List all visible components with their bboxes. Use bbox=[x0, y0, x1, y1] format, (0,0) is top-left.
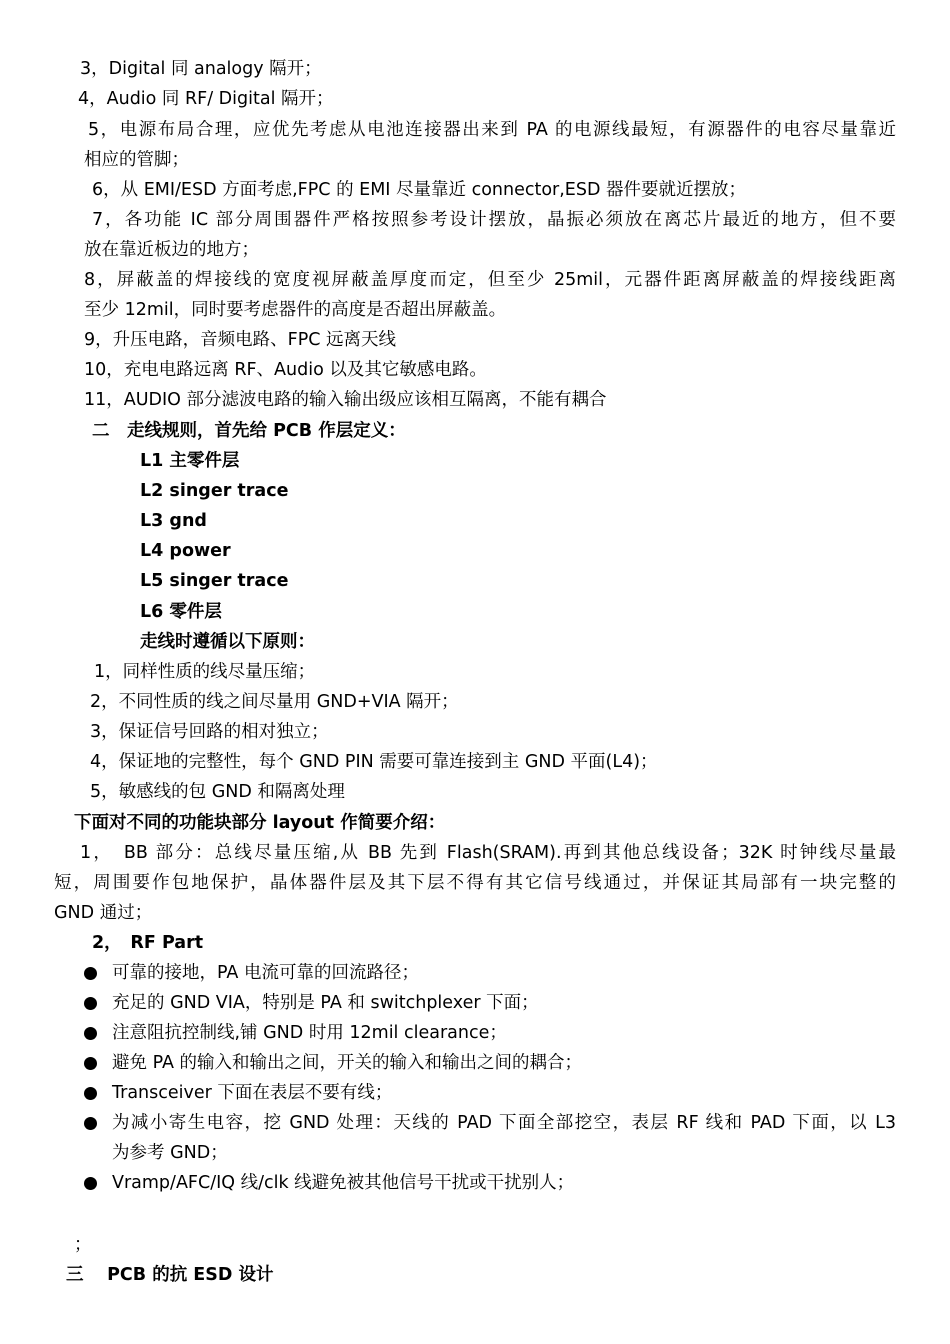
rule-item: 3，保证信号回路的相对独立； bbox=[90, 722, 329, 742]
list-item: 注意阻抗控制线,铺 GND 时用 12mil clearance； bbox=[112, 1023, 507, 1043]
text-line: 放在靠近板边的地方； bbox=[84, 240, 259, 260]
list-item: 可靠的接地，PA 电流可靠的回流路径； bbox=[112, 963, 419, 983]
list-item: 为减小寄生电容，挖 GND 处理：天线的 PAD 下面全部挖空，表层 RF 线和 PAD 下面，以 L3 bbox=[112, 1113, 896, 1133]
text-line: 1， BB 部分：总线尽量压缩,从 BB 先到 Flash(SRAM).再到其他总线设备；32K 时钟线尽量最 bbox=[80, 843, 896, 863]
rule-item: 1，同样性质的线尽量压缩； bbox=[94, 662, 316, 682]
bullet-icon bbox=[84, 1177, 97, 1190]
bullet-icon bbox=[84, 1027, 97, 1040]
section-heading: 三 PCB 的抗 ESD 设计 bbox=[66, 1265, 274, 1285]
list-item-continuation: 为参考 GND； bbox=[112, 1143, 228, 1163]
section-heading: 二 走线规则，首先给 PCB 作层定义： bbox=[92, 421, 406, 441]
text-line: 10，充电电路远离 RF、Audio 以及其它敏感电路。 bbox=[84, 360, 487, 380]
bullet-icon bbox=[84, 1057, 97, 1070]
subheading: 下面对不同的功能块部分 layout 作简要介绍： bbox=[74, 813, 446, 833]
rule-item: 2，不同性质的线之间尽量用 GND+VIA 隔开； bbox=[90, 692, 459, 712]
text-line: 11，AUDIO 部分滤波电路的输入输出级应该相互隔离，不能有耦合 bbox=[84, 390, 607, 410]
layer-definition: L3 gnd bbox=[140, 511, 207, 531]
text-line: ； bbox=[74, 1235, 92, 1255]
bullet-icon bbox=[84, 967, 97, 980]
text-line: 9，升压电路，音频电路、FPC 远离天线 bbox=[84, 330, 397, 350]
text-line: 相应的管脚； bbox=[84, 150, 189, 170]
text-line: GND 通过； bbox=[54, 903, 153, 923]
list-item: Vramp/AFC/IQ 线/clk 线避免被其他信号干扰或干扰别人； bbox=[112, 1173, 575, 1193]
text-line: 7，各功能 IC 部分周围器件严格按照参考设计摆放，晶振必须放在离芯片最近的地方，但不要 bbox=[92, 210, 896, 230]
text-line: 至少 12mil，同时要考虑器件的高度是否超出屏蔽盖。 bbox=[84, 300, 507, 320]
layer-definition: L5 singer trace bbox=[140, 571, 289, 591]
list-item: 充足的 GND VIA，特别是 PA 和 switchplexer 下面； bbox=[112, 993, 539, 1013]
text-line: 3，Digital 同 analogy 隔开； bbox=[80, 59, 322, 79]
bullet-icon bbox=[84, 1117, 97, 1130]
layer-definition: L1 主零件层 bbox=[140, 451, 240, 471]
list-item: Transceiver 下面在表层不要有线； bbox=[112, 1083, 393, 1103]
layer-definition: L4 power bbox=[140, 541, 231, 561]
bullet-icon bbox=[84, 997, 97, 1010]
subheading: 2， RF Part bbox=[92, 933, 204, 953]
text-line: 4，Audio 同 RF/ Digital 隔开； bbox=[78, 89, 334, 109]
rule-item: 5，敏感线的包 GND 和隔离处理 bbox=[90, 782, 345, 802]
rule-item: 4，保证地的完整性，每个 GND PIN 需要可靠连接到主 GND 平面(L4)； bbox=[90, 752, 658, 772]
layer-definition: L2 singer trace bbox=[140, 481, 289, 501]
text-line: 短，周围要作包地保护，晶体器件层及其下层不得有其它信号线通过，并保证其局部有一块完整的 bbox=[54, 873, 896, 893]
text-line: 6，从 EMI/ESD 方面考虑,FPC 的 EMI 尽量靠近 connector,ESD 器件要就近摆放； bbox=[92, 180, 747, 200]
text-line: 5，电源布局合理，应优先考虑从电池连接器出来到 PA 的电源线最短，有源器件的电容尽量靠近 bbox=[88, 120, 896, 140]
bullet-icon bbox=[84, 1087, 97, 1100]
layer-definition: L6 零件层 bbox=[140, 602, 222, 622]
text-line: 8，屏蔽盖的焊接线的宽度视屏蔽盖厚度而定，但至少 25mil，元器件距离屏蔽盖的焊接线距离 bbox=[84, 270, 896, 290]
subheading: 走线时遵循以下原则： bbox=[140, 632, 315, 652]
list-item: 避免 PA 的输入和输出之间，开关的输入和输出之间的耦合； bbox=[112, 1053, 583, 1073]
